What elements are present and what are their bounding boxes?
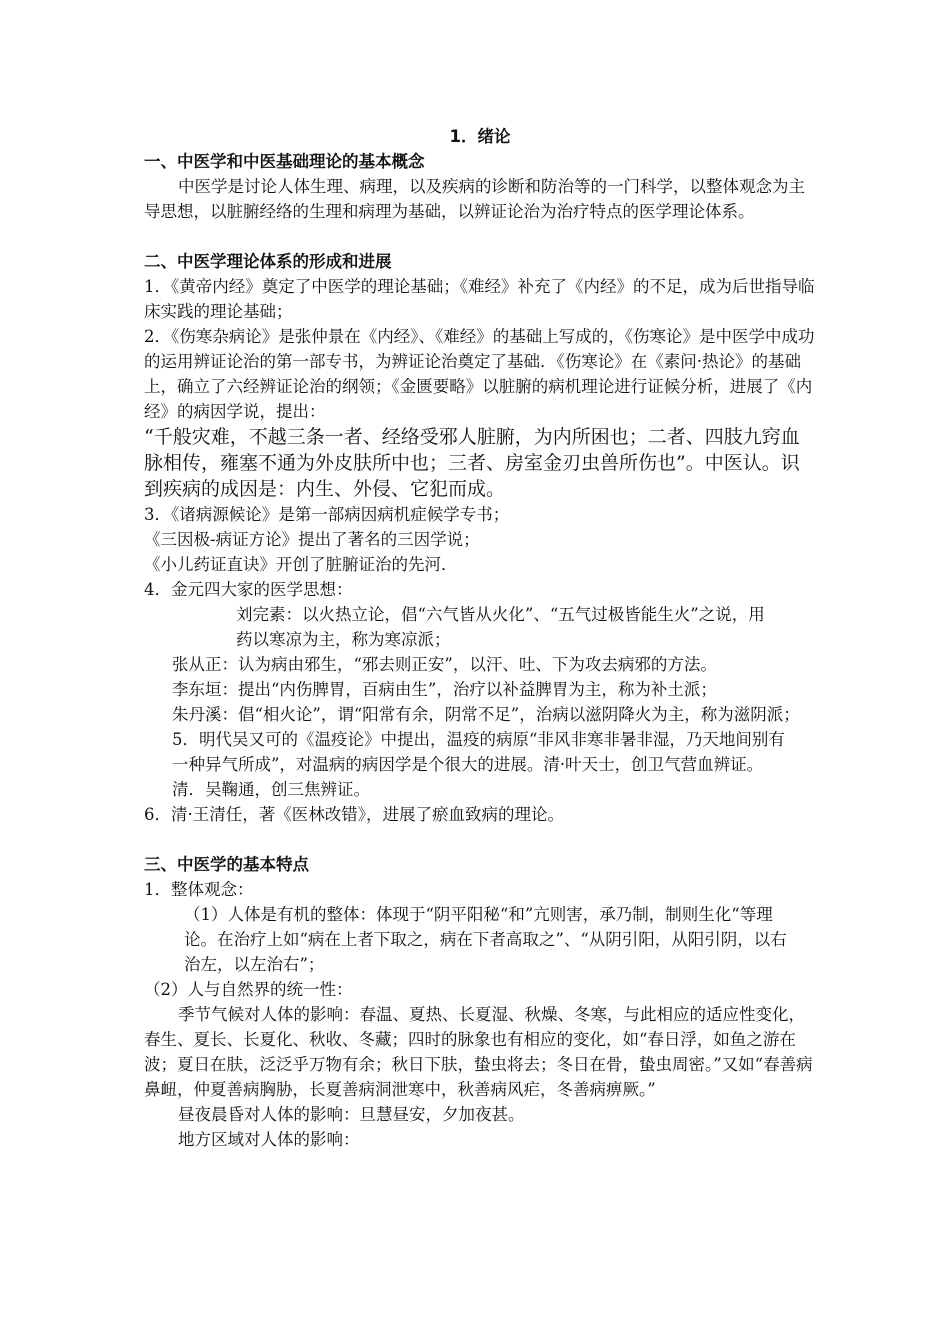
school-li: 李东垣：提出“内伤脾胃，百病由生”，治疗以补益脾胃为主，称为补土派；	[172, 680, 717, 699]
paragraph: 3．《诸病源候论》是第一部病因病机症候学专书；	[144, 505, 510, 524]
paragraph: 中医学是讨论人体生理、病理，以及疾病的诊断和防治等的一门科学，以整体观念为主导思想，以脏腑经络的生理和病理为基础，以辨证论治为治疗特点的医学理论体系。	[144, 177, 805, 221]
section-heading-3: 三、中医学的基本特点	[144, 855, 309, 874]
paragraph: 1．整体观念：	[144, 880, 254, 899]
spacer	[144, 224, 816, 249]
paragraph: 1．《黄帝内经》奠定了中医学的理论基础；《难经》补充了《内经》的不足，成为后世指导临床实践的理论基础；	[144, 277, 815, 321]
paragraph-quote: “千般灾难，不越三条一者、经络受邪人脏腑，为内所困也；二者、四肢九窍血脉相传，雍塞不通为外皮肤所中也；三者、房室金刃虫兽所伤也”。中医认。识到疾病的成因是：内生、外侵、它犯而成。	[144, 426, 800, 500]
school-zhu: 朱丹溪：倡“相火论”，谓“阳常有余，阴常不足”，治病以滋阴降火为主，称为滋阴派；	[172, 705, 800, 724]
paragraph: 《三因极-病证方论》提出了著名的三因学说；	[144, 530, 480, 549]
school-zhang: 张从正：认为病由邪生，“邪去则正安”，以汗、吐、下为攻去病邪的方法。	[172, 655, 717, 674]
paragraph: 季节气候对人体的影响：春温、夏热、长夏湿、秋燥、冬寒，与此相应的适应性变化，春生、夏长、长夏化、秋收、冬藏；四时的脉象也有相应的变化，如“春日浮，如鱼之游在波；夏日在肤，泛泛乎万物有余；秋日下肤，蛰虫将去；冬日在骨，蛰虫周密。”又如“春善病鼻衄，仲夏善病胸胁，长夏善病洞泄寒中，秋善病风疟，冬善病痹厥。”	[144, 1005, 813, 1099]
paragraph: 昼夜晨昏对人体的影响：旦慧昼安，夕加夜甚。	[178, 1105, 525, 1124]
section-heading-1: 一、中医学和中医基础理论的基本概念	[144, 152, 425, 171]
paragraph: 《小儿药证直诀》开创了脏腑证治的先河．	[144, 555, 458, 574]
paragraph: 2．《伤寒杂病论》是张仲景在《内经》、《难经》的基础上写成的，《伤寒论》是中医学中成功的运用辨证论治的第一部专书，为辨证论治奠定了基础．《伤寒论》在《素问·热论》的基础上，确立了六经辨证论治的纲领；《金匮要略》以脏腑的病机理论进行证候分析，进展了《内经》的病因学说，提出：	[144, 327, 815, 421]
paragraph: 4．金元四大家的医学思想：	[144, 580, 353, 599]
paragraph: （2）人与自然界的统一性：	[144, 980, 353, 999]
document-body	[144, 124, 816, 1152]
page-title: 1．绪论	[449, 127, 511, 146]
section-heading-2: 二、中医学理论体系的形成和进展	[144, 252, 392, 271]
spacer	[144, 827, 816, 852]
school-liu: 刘完素：以火热立论，倡“六气皆从火化”、“五气过极皆能生火”之说，用药以寒凉为主，称为寒凉派；	[236, 605, 765, 649]
paragraph: 6．清·王清任，著《医林改错》，进展了瘀血致病的理论。	[144, 805, 564, 824]
paragraph: （1）人体是有机的整体：体现于“阴平阳秘“和”亢则害，承乃制，制则生化“等理论。在治疗上如“病在上者下取之，病在下者高取之”、“从阴引阳，从阳引阴，以右治左，以左治右”；	[184, 905, 787, 974]
paragraph: 5．明代吴又可的《温疫论》中提出，温疫的病原“非风非寒非暑非湿，乃天地间别有一种异气所成”，对温病的病因学是个很大的进展。清·叶天士，创卫气营血辨证。清．吴鞠通，创三焦辨证。	[172, 730, 785, 799]
paragraph: 地方区域对人体的影响：	[178, 1130, 360, 1149]
